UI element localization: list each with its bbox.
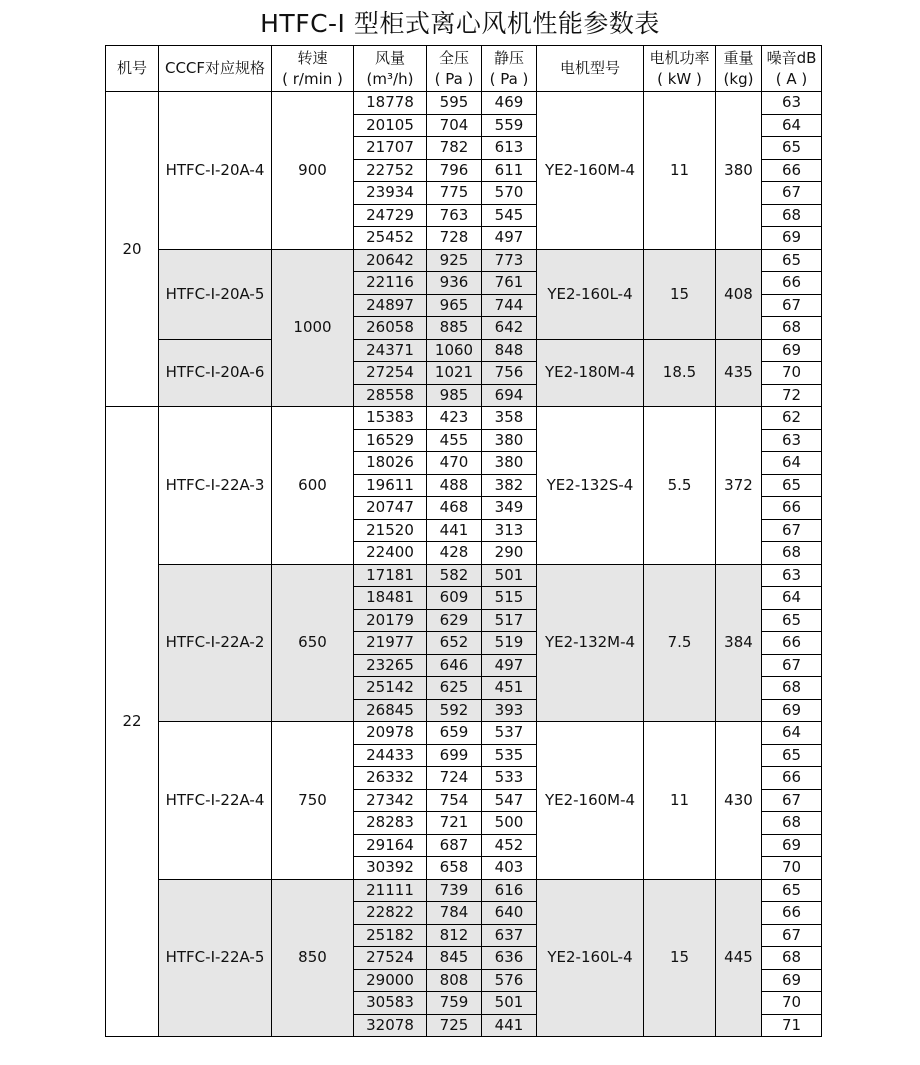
airflow-cell: 30392 [354, 857, 427, 880]
total-pressure-cell: 728 [427, 227, 482, 250]
total-pressure-cell: 965 [427, 294, 482, 317]
weight-cell: 408 [716, 249, 762, 339]
airflow-cell: 18778 [354, 92, 427, 115]
static-pressure-cell: 636 [482, 947, 537, 970]
motor-model-cell: YE2-180M-4 [537, 339, 644, 407]
noise-cell: 65 [762, 137, 822, 160]
airflow-cell: 15383 [354, 407, 427, 430]
total-pressure-cell: 455 [427, 429, 482, 452]
total-pressure-cell: 652 [427, 632, 482, 655]
noise-cell: 66 [762, 632, 822, 655]
total-pressure-cell: 1060 [427, 339, 482, 362]
airflow-cell: 27342 [354, 789, 427, 812]
noise-cell: 68 [762, 812, 822, 835]
total-pressure-cell: 658 [427, 857, 482, 880]
weight-cell: 430 [716, 722, 762, 880]
noise-cell: 69 [762, 969, 822, 992]
motor-power-cell: 15 [644, 879, 716, 1037]
header-unit: ( A ) [775, 69, 808, 88]
total-pressure-cell: 582 [427, 564, 482, 587]
total-pressure-cell: 759 [427, 992, 482, 1015]
motor-model-cell: YE2-132M-4 [537, 564, 644, 722]
airflow-cell: 26845 [354, 699, 427, 722]
total-pressure-cell: 808 [427, 969, 482, 992]
table-row [106, 249, 822, 272]
column-header [354, 46, 427, 92]
airflow-cell: 19611 [354, 474, 427, 497]
total-pressure-cell: 985 [427, 384, 482, 407]
static-pressure-cell: 848 [482, 339, 537, 362]
total-pressure-cell: 739 [427, 879, 482, 902]
header-label: 噪音dB [766, 48, 817, 67]
airflow-cell: 21707 [354, 137, 427, 160]
total-pressure-cell: 629 [427, 609, 482, 632]
noise-cell: 68 [762, 317, 822, 340]
airflow-cell: 32078 [354, 1014, 427, 1037]
noise-cell: 69 [762, 227, 822, 250]
header-unit: (m³/h) [366, 69, 414, 88]
header-label: 转速 [297, 48, 328, 67]
page-title: HTFC-I 型柜式离心风机性能参数表 [260, 9, 660, 38]
motor-power-cell: 5.5 [644, 407, 716, 565]
airflow-cell: 27254 [354, 362, 427, 385]
total-pressure-cell: 592 [427, 699, 482, 722]
table-row [106, 722, 822, 745]
static-pressure-cell: 393 [482, 699, 537, 722]
machine-number-cell: 22 [106, 407, 159, 1037]
noise-cell: 66 [762, 272, 822, 295]
noise-cell: 67 [762, 924, 822, 947]
total-pressure-cell: 721 [427, 812, 482, 835]
airflow-cell: 27524 [354, 947, 427, 970]
static-pressure-cell: 469 [482, 92, 537, 115]
noise-cell: 66 [762, 159, 822, 182]
motor-model-cell: YE2-160L-4 [537, 879, 644, 1037]
noise-cell: 64 [762, 114, 822, 137]
total-pressure-cell: 646 [427, 654, 482, 677]
airflow-cell: 29164 [354, 834, 427, 857]
noise-cell: 68 [762, 542, 822, 565]
airflow-cell: 20179 [354, 609, 427, 632]
static-pressure-cell: 519 [482, 632, 537, 655]
noise-cell: 70 [762, 857, 822, 880]
weight-cell: 445 [716, 879, 762, 1037]
weight-cell: 384 [716, 564, 762, 722]
noise-cell: 69 [762, 339, 822, 362]
airflow-cell: 24897 [354, 294, 427, 317]
static-pressure-cell: 441 [482, 1014, 537, 1037]
airflow-cell: 25182 [354, 924, 427, 947]
header-label: 静压 [493, 48, 524, 67]
column-header [427, 46, 482, 92]
spec-cell: HTFC-I-20A-4 [159, 92, 272, 250]
noise-cell: 67 [762, 294, 822, 317]
column-header [272, 46, 354, 92]
header-row [106, 46, 822, 92]
static-pressure-cell: 744 [482, 294, 537, 317]
total-pressure-cell: 625 [427, 677, 482, 700]
total-pressure-cell: 595 [427, 92, 482, 115]
airflow-cell: 24729 [354, 204, 427, 227]
header-unit: ( r/min ) [282, 69, 343, 88]
noise-cell: 64 [762, 587, 822, 610]
total-pressure-cell: 782 [427, 137, 482, 160]
total-pressure-cell: 724 [427, 767, 482, 790]
static-pressure-cell: 547 [482, 789, 537, 812]
header-label: 重量 [723, 48, 754, 67]
total-pressure-cell: 659 [427, 722, 482, 745]
noise-cell: 65 [762, 609, 822, 632]
static-pressure-cell: 761 [482, 272, 537, 295]
static-pressure-cell: 576 [482, 969, 537, 992]
airflow-cell: 22822 [354, 902, 427, 925]
table-row [106, 407, 822, 430]
motor-power-cell: 15 [644, 249, 716, 339]
weight-cell: 372 [716, 407, 762, 565]
noise-cell: 64 [762, 722, 822, 745]
airflow-cell: 25452 [354, 227, 427, 250]
motor-model-cell: YE2-160L-4 [537, 249, 644, 339]
noise-cell: 68 [762, 947, 822, 970]
noise-cell: 65 [762, 474, 822, 497]
weight-cell: 435 [716, 339, 762, 407]
airflow-cell: 20642 [354, 249, 427, 272]
static-pressure-cell: 451 [482, 677, 537, 700]
speed-cell: 900 [272, 92, 354, 250]
table-row [106, 879, 822, 902]
header-label: 风量 [374, 48, 405, 67]
column-header [537, 46, 644, 92]
total-pressure-cell: 754 [427, 789, 482, 812]
static-pressure-cell: 517 [482, 609, 537, 632]
static-pressure-cell: 501 [482, 564, 537, 587]
noise-cell: 65 [762, 744, 822, 767]
static-pressure-cell: 640 [482, 902, 537, 925]
static-pressure-cell: 611 [482, 159, 537, 182]
header-label: 机号 [116, 59, 147, 77]
spec-cell: HTFC-I-20A-6 [159, 339, 272, 407]
motor-power-cell: 11 [644, 722, 716, 880]
static-pressure-cell: 535 [482, 744, 537, 767]
spec-cell: HTFC-I-22A-5 [159, 879, 272, 1037]
motor-power-cell: 18.5 [644, 339, 716, 407]
noise-cell: 67 [762, 519, 822, 542]
static-pressure-cell: 382 [482, 474, 537, 497]
static-pressure-cell: 497 [482, 227, 537, 250]
airflow-cell: 20747 [354, 497, 427, 520]
noise-cell: 69 [762, 834, 822, 857]
airflow-cell: 22752 [354, 159, 427, 182]
airflow-cell: 23934 [354, 182, 427, 205]
noise-cell: 67 [762, 654, 822, 677]
weight-cell: 380 [716, 92, 762, 250]
static-pressure-cell: 380 [482, 452, 537, 475]
total-pressure-cell: 470 [427, 452, 482, 475]
static-pressure-cell: 756 [482, 362, 537, 385]
static-pressure-cell: 570 [482, 182, 537, 205]
noise-cell: 68 [762, 677, 822, 700]
noise-cell: 72 [762, 384, 822, 407]
airflow-cell: 21520 [354, 519, 427, 542]
noise-cell: 68 [762, 204, 822, 227]
header-label: 电机功率 [649, 48, 710, 67]
noise-cell: 71 [762, 1014, 822, 1037]
total-pressure-cell: 775 [427, 182, 482, 205]
static-pressure-cell: 515 [482, 587, 537, 610]
noise-cell: 70 [762, 992, 822, 1015]
total-pressure-cell: 468 [427, 497, 482, 520]
noise-cell: 63 [762, 429, 822, 452]
noise-cell: 66 [762, 497, 822, 520]
performance-table [105, 45, 822, 1037]
noise-cell: 70 [762, 362, 822, 385]
column-header [716, 46, 762, 92]
airflow-cell: 28283 [354, 812, 427, 835]
static-pressure-cell: 500 [482, 812, 537, 835]
static-pressure-cell: 773 [482, 249, 537, 272]
airflow-cell: 26058 [354, 317, 427, 340]
airflow-cell: 22400 [354, 542, 427, 565]
speed-cell: 1000 [272, 249, 354, 407]
spec-cell: HTFC-I-22A-3 [159, 407, 272, 565]
total-pressure-cell: 925 [427, 249, 482, 272]
airflow-cell: 22116 [354, 272, 427, 295]
airflow-cell: 21111 [354, 879, 427, 902]
static-pressure-cell: 642 [482, 317, 537, 340]
airflow-cell: 23265 [354, 654, 427, 677]
static-pressure-cell: 403 [482, 857, 537, 880]
spec-cell: HTFC-I-22A-4 [159, 722, 272, 880]
total-pressure-cell: 936 [427, 272, 482, 295]
motor-power-cell: 7.5 [644, 564, 716, 722]
total-pressure-cell: 845 [427, 947, 482, 970]
speed-cell: 850 [272, 879, 354, 1037]
static-pressure-cell: 349 [482, 497, 537, 520]
header-label: CCCF对应规格 [164, 59, 266, 77]
total-pressure-cell: 441 [427, 519, 482, 542]
airflow-cell: 21977 [354, 632, 427, 655]
static-pressure-cell: 290 [482, 542, 537, 565]
table-row [106, 92, 822, 115]
total-pressure-cell: 725 [427, 1014, 482, 1037]
total-pressure-cell: 885 [427, 317, 482, 340]
airflow-cell: 20978 [354, 722, 427, 745]
noise-cell: 62 [762, 407, 822, 430]
header-unit: ( kW ) [657, 69, 702, 88]
airflow-cell: 20105 [354, 114, 427, 137]
airflow-cell: 17181 [354, 564, 427, 587]
column-header [644, 46, 716, 92]
noise-cell: 63 [762, 92, 822, 115]
static-pressure-cell: 613 [482, 137, 537, 160]
static-pressure-cell: 637 [482, 924, 537, 947]
column-header [106, 46, 159, 92]
header-label: 电机型号 [559, 59, 620, 77]
noise-cell: 67 [762, 789, 822, 812]
header-unit: ( Pa ) [489, 69, 529, 88]
table-row [106, 564, 822, 587]
column-header [482, 46, 537, 92]
airflow-cell: 24433 [354, 744, 427, 767]
airflow-cell: 16529 [354, 429, 427, 452]
static-pressure-cell: 545 [482, 204, 537, 227]
static-pressure-cell: 452 [482, 834, 537, 857]
motor-power-cell: 11 [644, 92, 716, 250]
total-pressure-cell: 428 [427, 542, 482, 565]
motor-model-cell: YE2-160M-4 [537, 92, 644, 250]
static-pressure-cell: 501 [482, 992, 537, 1015]
noise-cell: 65 [762, 879, 822, 902]
speed-cell: 650 [272, 564, 354, 722]
spec-cell: HTFC-I-22A-2 [159, 564, 272, 722]
table-row [106, 339, 822, 362]
airflow-cell: 18481 [354, 587, 427, 610]
noise-cell: 64 [762, 452, 822, 475]
total-pressure-cell: 812 [427, 924, 482, 947]
speed-cell: 600 [272, 407, 354, 565]
total-pressure-cell: 609 [427, 587, 482, 610]
total-pressure-cell: 763 [427, 204, 482, 227]
airflow-cell: 29000 [354, 969, 427, 992]
airflow-cell: 24371 [354, 339, 427, 362]
total-pressure-cell: 784 [427, 902, 482, 925]
spec-cell: HTFC-I-20A-5 [159, 249, 272, 339]
airflow-cell: 30583 [354, 992, 427, 1015]
noise-cell: 63 [762, 564, 822, 587]
static-pressure-cell: 358 [482, 407, 537, 430]
total-pressure-cell: 796 [427, 159, 482, 182]
noise-cell: 69 [762, 699, 822, 722]
static-pressure-cell: 616 [482, 879, 537, 902]
airflow-cell: 25142 [354, 677, 427, 700]
header-unit: (kg) [723, 69, 754, 88]
noise-cell: 66 [762, 767, 822, 790]
column-header [159, 46, 272, 92]
header-unit: ( Pa ) [434, 69, 474, 88]
total-pressure-cell: 687 [427, 834, 482, 857]
noise-cell: 65 [762, 249, 822, 272]
static-pressure-cell: 559 [482, 114, 537, 137]
static-pressure-cell: 694 [482, 384, 537, 407]
motor-model-cell: YE2-160M-4 [537, 722, 644, 880]
static-pressure-cell: 533 [482, 767, 537, 790]
airflow-cell: 18026 [354, 452, 427, 475]
airflow-cell: 28558 [354, 384, 427, 407]
machine-number-cell: 20 [106, 92, 159, 407]
static-pressure-cell: 537 [482, 722, 537, 745]
total-pressure-cell: 699 [427, 744, 482, 767]
noise-cell: 67 [762, 182, 822, 205]
noise-cell: 66 [762, 902, 822, 925]
column-header [762, 46, 822, 92]
total-pressure-cell: 704 [427, 114, 482, 137]
speed-cell: 750 [272, 722, 354, 880]
header-label: 全压 [438, 48, 469, 67]
airflow-cell: 26332 [354, 767, 427, 790]
static-pressure-cell: 497 [482, 654, 537, 677]
motor-model-cell: YE2-132S-4 [537, 407, 644, 565]
total-pressure-cell: 423 [427, 407, 482, 430]
total-pressure-cell: 1021 [427, 362, 482, 385]
static-pressure-cell: 313 [482, 519, 537, 542]
total-pressure-cell: 488 [427, 474, 482, 497]
static-pressure-cell: 380 [482, 429, 537, 452]
